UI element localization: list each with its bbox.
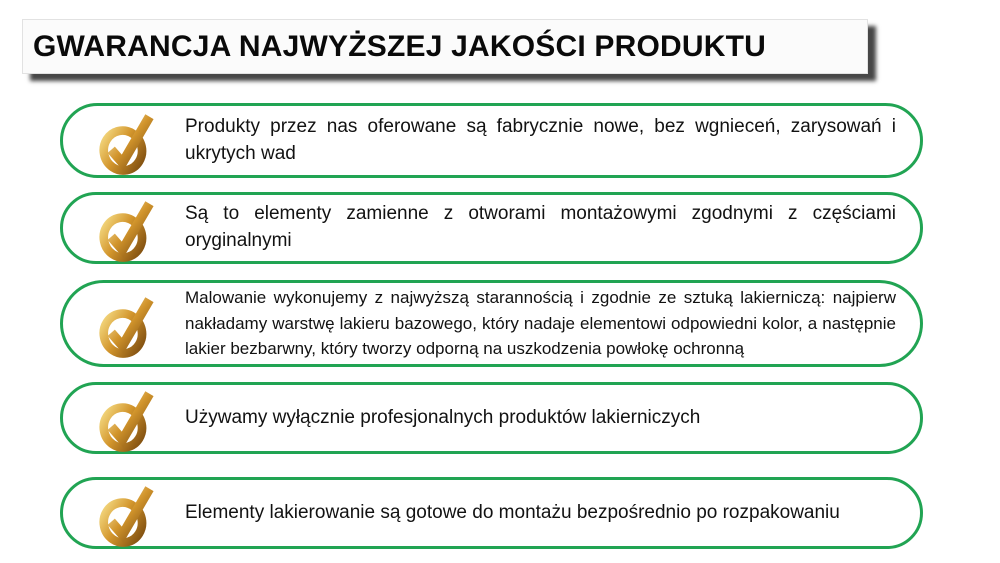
guarantee-item-text: Malowanie wykonujemy z najwyższą starannością i zgodnie ze sztuką lakierniczą: najpierw nakładamy warstwę lakieru bazowego, który nadaje elementowi odpowiedni kolor, a następnie lakier bezbarwny, który tworzy odporną na uszkodzenia powłokę ochronną <box>185 288 896 359</box>
guarantee-item-text: Elementy lakierowanie są gotowe do montażu bezpośrednio po rozpakowaniu <box>185 501 840 523</box>
guarantee-item-1 <box>60 103 923 178</box>
page-title: GWARANCJA NAJWYŻSZEJ JAKOŚCI PRODUKTU <box>33 29 767 63</box>
guarantee-item-text: Używamy wyłącznie profesjonalnych produktów lakierniczych <box>185 406 701 428</box>
guarantee-item-text: Produkty przez nas oferowane są fabrycznie nowe, bez wgnieceń, zarysowań i ukrytych wad <box>185 115 896 164</box>
guarantee-item-text: Są to elementy zamienne z otworami montażowymi zgodnymi z częściami oryginalnymi <box>185 203 896 251</box>
gold-checkmark-icon <box>93 483 159 549</box>
title-box <box>22 19 868 74</box>
gold-checkmark-icon <box>93 293 159 359</box>
gold-checkmark-icon <box>93 388 159 454</box>
gold-checkmark-icon <box>93 198 159 264</box>
guarantee-item-4 <box>60 382 923 454</box>
guarantee-item-5 <box>60 477 923 549</box>
gold-checkmark-icon <box>93 110 159 176</box>
guarantee-item-3 <box>60 280 923 367</box>
guarantee-item-2 <box>60 192 923 264</box>
